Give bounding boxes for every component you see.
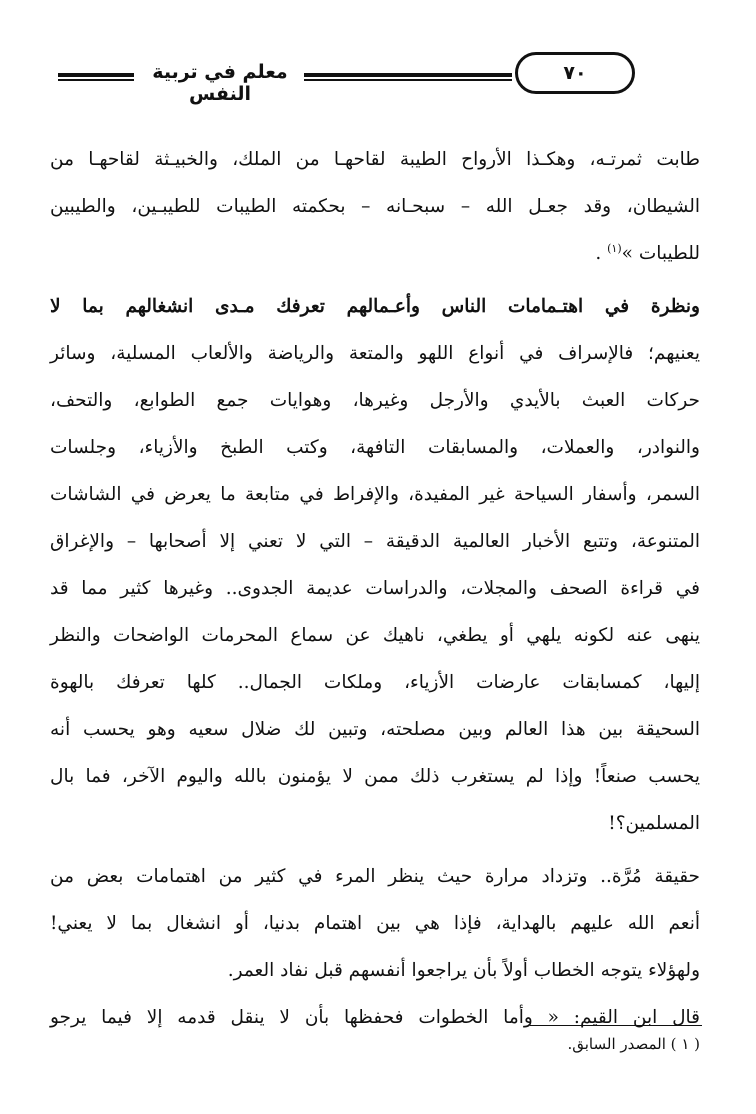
text-line: يحسب صنعاً! وإذا لم يستغرب ذلك ممن لا يؤمنون بالله واليوم الآخر، فما بال xyxy=(50,766,700,787)
text-line-content: للطيبات » xyxy=(621,243,700,264)
text-line: السمر، وأسفار السياحة غير المفيدة، والإفراط في متابعة ما يعرض في الشاشات xyxy=(50,484,700,505)
header-rule-left xyxy=(58,73,134,82)
body-text xyxy=(50,142,700,1047)
text-line: المتنوعة، وتتبع الأخبار العالمية الدقيقة – التي لا تعني إلا أصحابها – والإغراق xyxy=(50,531,700,552)
sentence-end: . xyxy=(595,243,602,264)
text-line: ينهى عنه لكونه يلهي أو يطغي، ناهيك عن سماع المحرمات الواضحات والنظر xyxy=(50,625,700,646)
paragraph-heading-line: ونظرة في اهتـمامات الناس وأعـمالهم تعرفك مـدى انشغالهم بما لا xyxy=(50,296,700,317)
footnote-separator xyxy=(530,1025,702,1026)
text-line: ولهؤلاء يتوجه الخطاب أولاً بأن يراجعوا أنفسهم قبل نفاد العمر. xyxy=(227,960,700,981)
text-line: المسلمين؟! xyxy=(608,813,700,834)
text-line: والنوادر، والعملات، والمسابقات التافهة، وكتب الطبخ والأزياء، وجلسات xyxy=(50,437,700,458)
text-line: حقيقة مُرَّة.. وتزداد مرارة حيث ينظر المرء في كثير من اهتمامات بعض من xyxy=(50,866,700,887)
text-line: الشيطان، وقد جعـل الله – سبحـانه – بحكمته الطيبات للطيبـين، والطيبين xyxy=(50,196,700,217)
text-line: السحيقة بين هذا العالم وبين مصلحته، وتبين لك ضلال سعيه وهو يحسب أنه xyxy=(50,719,700,740)
running-header xyxy=(0,52,756,105)
footnote-reference: (١) xyxy=(607,241,622,255)
page-number: ٧٠ xyxy=(515,52,635,94)
book-title: معلم في تربية النفس xyxy=(152,61,288,105)
footnote: ( ١ ) المصدر السابق. xyxy=(567,1035,700,1053)
text-line: حركات العبث بالأيدي والأرجل وغيرها، وهوايات جمع الطوابع، والتحف، xyxy=(50,390,700,411)
text-line: يعنيهم؛ فالإسراف في أنواع اللهو والمتعة والرياضة والألعاب المسلية، وسائر xyxy=(50,343,700,364)
header-rule-middle xyxy=(304,73,512,82)
text-line: إليها، كمسابقات عارضات الأزياء، وملكات الجمال.. كلها تعرفك بالهوة xyxy=(50,672,700,693)
text-line: أنعم الله عليهم بالهداية، فإذا هي بين اهتمام بدنيا، أو انشغال بما لا يعني! xyxy=(50,913,700,934)
text-line: في قراءة الصحف والمجلات، والدراسات عديمة الجدوى.. وغيرها كثير مما قد xyxy=(50,578,700,599)
text-line: قال ابن القيم: « وأما الخطوات فحفظها بأن لا ينقل قدمه إلا فيما يرجو xyxy=(50,1007,700,1028)
text-line: طابت ثمرتـه، وهكـذا الأرواح الطيبة لقاحهـا من الملك، والخبيـثة لقاحهـا من xyxy=(50,149,700,170)
text-line xyxy=(50,236,700,283)
